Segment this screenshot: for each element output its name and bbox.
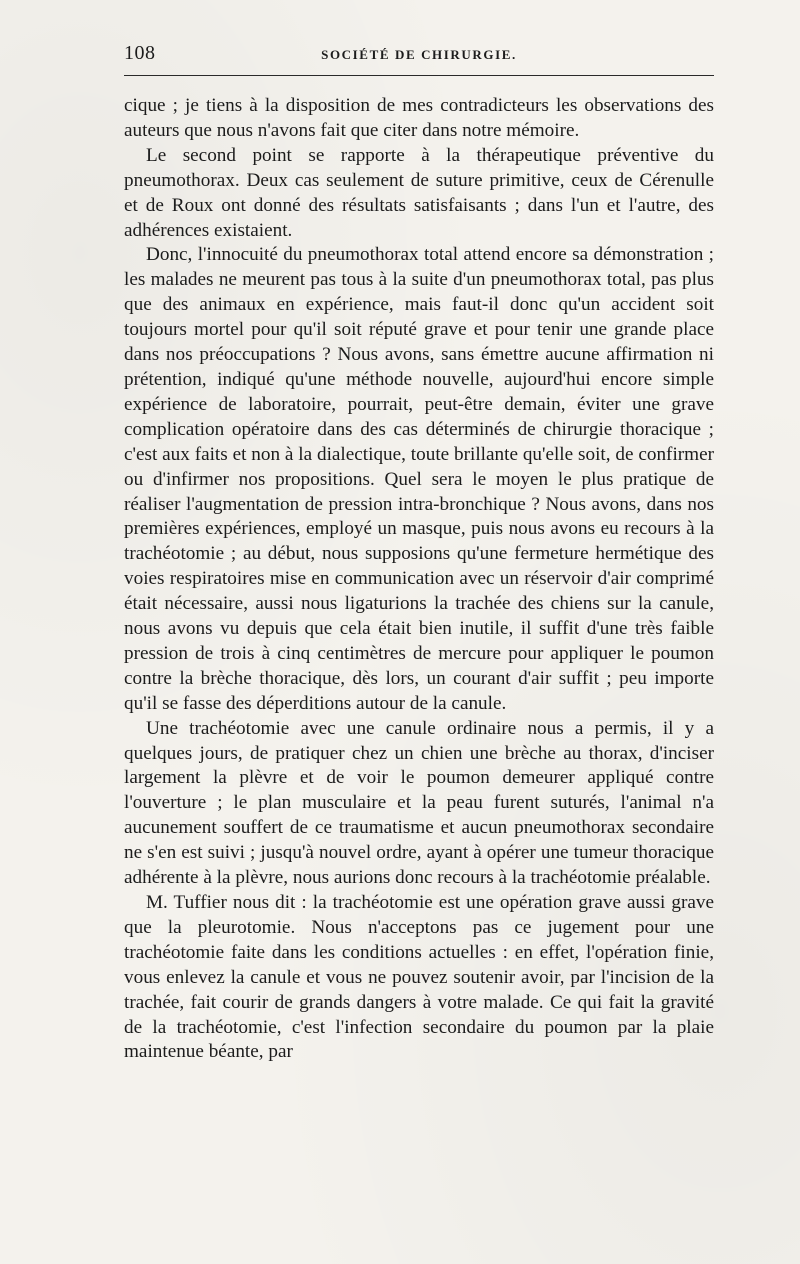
header-divider [124, 75, 714, 76]
paragraph: Une trachéotomie avec une canule ordinaire nous a permis, il y a quelques jours, de pratiquer chez un chien une brèche au thorax, d'inciser largement la plèvre et de voir le poumon demeurer appliqué contre l'ouverture ; le plan musculaire et la peau furent suturés, l'animal n'a aucunement souffert de ce traumatisme et aucun pneumothorax secondaire ne s'en est suivi ; jusqu'à nouvel ordre, ayant à opérer une tumeur thoracique adhérente à la plèvre, nous aurions donc recours à la trachéotomie préalable. [124, 717, 714, 889]
paragraph: cique ; je tiens à la disposition de mes contradicteurs les observations des auteurs que nous n'avons fait que citer dans notre mémoire. [124, 95, 714, 141]
paragraph: Donc, l'innocuité du pneumothorax total attend encore sa démonstration ; les malades ne meurent pas tous à la suite d'un pneumothorax total, pas plus que des animaux en expérience, mais faut-il donc qu'un accident soit toujours mortel pour qu'il soit réputé grave et pour tenir une grande place dans nos préoccupations ? Nous avons, sans émettre aucune affirmation ni prétention, indiqué qu'une méthode nouvelle, aujourd'hui encore simple expérience de laboratoire, pourrait, peut-être demain, éviter une grave complication opératoire dans des cas déterminés de chirurgie thoracique ; c'est aux faits et non à la dialectique, toute brillante qu'elle soit, de confirmer ou d'infirmer nos propositions. Quel sera le moyen le plus pratique de réaliser l'augmentation de pression intra-bronchique ? Nous avons, dans nos premières expériences, employé un masque, puis nous avons eu recours à la trachéotomie ; au début, nous supposions qu'une fermeture hermétique des voies respiratoires mise en communication avec un réservoir d'air comprimé était nécessaire, aussi nous ligaturions la trachée des chiens sur la canule, nous avons vu depuis que cela était bien inutile, il suffit d'une très faible pression de trois à cinq centimètres de mercure pour appliquer le poumon contre la brèche thoracique, dès lors, un courant d'air suffit ; peu importe qu'il se fasse des déperditions autour de la canule. [124, 244, 714, 714]
running-title: SOCIÉTÉ DE CHIRURGIE. [321, 47, 517, 62]
paragraph: Le second point se rapporte à la thérapeutique préventive du pneumothorax. Deux cas seulement de suture primitive, ceux de Cérenulle et de Roux ont donné des résultats satisfaisants ; dans l'un et l'autre, des adhérences existaient. [124, 144, 714, 241]
page-header [124, 42, 714, 74]
body-text [124, 94, 714, 1065]
page-number: 108 [124, 42, 156, 64]
paragraph: M. Tuffier nous dit : la trachéotomie est une opération grave aussi grave que la pleurotomie. Nous n'acceptons pas ce jugement pour une trachéotomie faite dans les conditions actuelles : en effet, l'opération finie, vous enlevez la canule et vous ne pouvez soutenir avoir, par l'incision de la trachée, fait courir de grands dangers à votre malade. Ce qui fait la gravité de la trachéotomie, c'est l'infection secondaire du poumon par la plaie maintenue béante, par [124, 892, 714, 1063]
